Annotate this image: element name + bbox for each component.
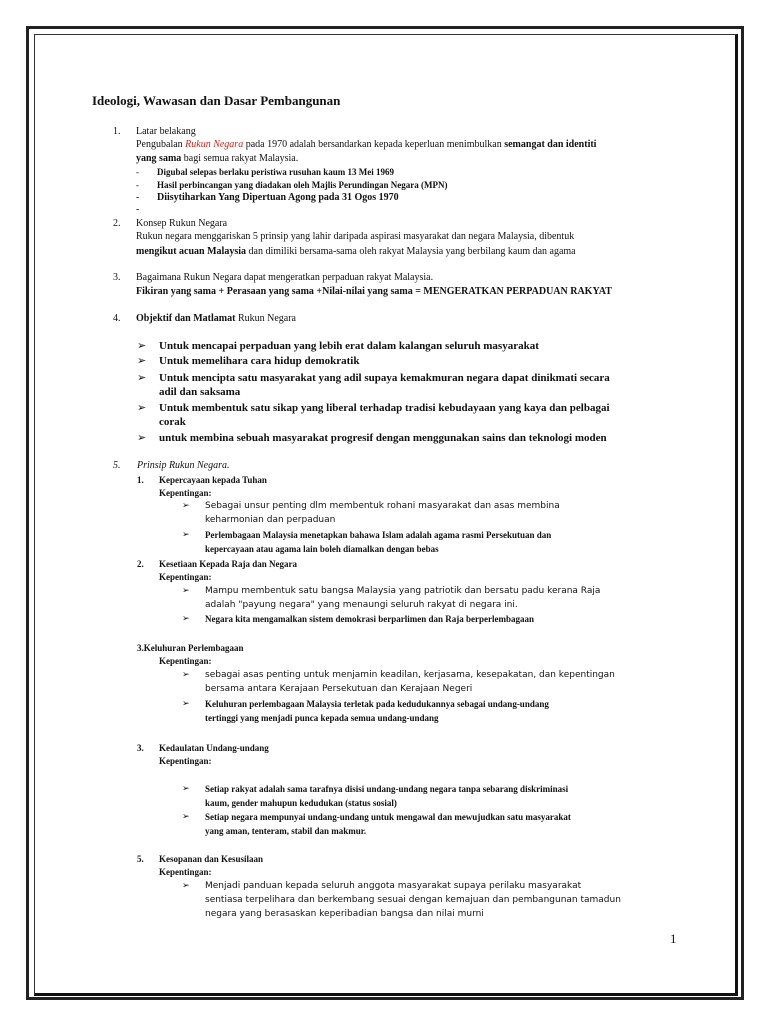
section-4-heading-bold: Objektif dan Matlamat <box>136 313 236 324</box>
dash-marker: - <box>136 192 140 203</box>
arrow-bullet-icon: ➢ <box>137 355 147 367</box>
section-1-bold: yang sama <box>136 153 182 164</box>
objective-item: untuk membina sebuah masyarakat progresif dengan menggunakan sains dan teknologi moden <box>159 432 607 444</box>
importance-item-continued: keharmonian dan perpaduan <box>205 515 336 525</box>
arrow-bullet-icon: ➢ <box>182 613 190 623</box>
section-4-heading <box>136 313 296 325</box>
section-1-number: 1. <box>113 126 121 137</box>
principle-3-title: 3.Keluhuran Perlembagaan <box>137 643 244 653</box>
importance-item-continued: kepercayaan atau agama lain boleh diamalkan dengan bebas <box>205 544 439 554</box>
importance-item-continued: tertinggi yang menjadi punca kepada semua undang-undang <box>205 713 439 723</box>
section-2-bold: mengikut acuan Malaysia <box>136 246 247 257</box>
importance-item: Setiap negara mempunyai undang-undang untuk mengawal dan mewujudkan satu masyarakat <box>205 812 571 822</box>
arrow-bullet-icon: ➢ <box>182 783 190 793</box>
principle-5-number: 5. <box>137 854 144 864</box>
arrow-bullet-icon: ➢ <box>182 811 190 821</box>
section-2-line2 <box>136 246 576 258</box>
importance-item: Setiap rakyat adalah sama tarafnya disisi undang-undang negara tanpa sebarang diskriminasi <box>205 784 569 794</box>
section-2-heading: Konsep Rukun Negara <box>136 218 228 229</box>
arrow-bullet-icon: ➢ <box>182 669 190 679</box>
section-2-line1: Rukun negara menggariskan 5 prinsip yang lahir daripada aspirasi masyarakat dan negara Malaysia, dibentuk <box>136 231 575 242</box>
kepentingan-label: Kepentingan: <box>159 488 212 498</box>
background-point: Hasil perbincangan yang diadakan oleh Majlis Perundingan Negara (MPN) <box>157 180 448 190</box>
objective-item-continued: corak <box>159 416 186 428</box>
importance-item: Sebagai unsur penting dlm membentuk rohani masyarakat dan asas membina <box>205 501 560 511</box>
section-1-heading: Latar belakang <box>136 126 196 137</box>
section-5-number: 5. <box>113 460 121 471</box>
arrow-bullet-icon: ➢ <box>182 529 190 539</box>
dash-marker: - <box>136 204 140 215</box>
section-3-formula: Fikiran yang sama + Perasaan yang sama +Nilai-nilai yang sama = MENGERATKAN PERPADUAN RAKYAT <box>136 286 612 297</box>
principle-4-number: 3. <box>137 743 144 753</box>
section-1-paragraph-line2 <box>136 153 298 165</box>
kepentingan-label: Kepentingan: <box>159 656 212 666</box>
principle-4-title: Kedaulatan Undang-undang <box>159 743 269 753</box>
arrow-bullet-icon: ➢ <box>137 340 147 352</box>
arrow-bullet-icon: ➢ <box>137 372 147 384</box>
importance-item-continued: bersama antara Kerajaan Persekutuan dan Kerajaan Negeri <box>205 684 473 694</box>
section-2-text: dan dimiliki bersama-sama oleh rakyat Malaysia yang berbilang kaum dan agama <box>246 246 576 257</box>
objective-item: Untuk memelihara cara hidup demokratik <box>159 355 360 367</box>
principle-5-title: Kesopanan dan Kesusilaan <box>159 854 264 864</box>
section-4-number: 4. <box>113 313 121 324</box>
arrow-bullet-icon: ➢ <box>137 432 147 444</box>
background-point: Digubal selepas berlaku peristiwa rusuhan kaum 13 Mei 1969 <box>157 167 395 177</box>
principle-1-number: 1. <box>137 475 144 485</box>
importance-item-continued: yang aman, tenteram, stabil dan makmur. <box>205 826 367 836</box>
page-number: 1 <box>670 931 677 946</box>
section-2-number: 2. <box>113 218 121 229</box>
section-3-number: 3. <box>113 272 121 283</box>
section-5-heading: Prinsip Rukun Negara. <box>137 460 230 471</box>
kepentingan-label: Kepentingan: <box>159 572 212 582</box>
dash-marker: - <box>136 180 139 190</box>
arrow-bullet-icon: ➢ <box>182 698 190 708</box>
section-1-text: pada 1970 adalah bersandarkan kepada keperluan menimbulkan <box>243 139 505 150</box>
section-4-heading-text: Rukun Negara <box>235 313 296 324</box>
objective-item: Untuk mencipta satu masyarakat yang adil supaya kemakmuran negara dapat dinikmati secara <box>159 372 610 384</box>
kepentingan-label: Kepentingan: <box>159 867 212 877</box>
background-point: Diisytiharkan Yang Dipertuan Agong pada 31 Ogos 1970 <box>157 192 399 203</box>
objective-item: Untuk membentuk satu sikap yang liberal terhadap tradisi kebudayaan yang kaya dan pelbagai <box>159 402 610 414</box>
section-1-text: bagi semua rakyat Malaysia. <box>181 153 299 164</box>
section-3-line1: Bagaimana Rukun Negara dapat mengeratkan perpaduan rakyat Malaysia. <box>136 272 434 283</box>
importance-item-continued: kaum, gender mahupun kedudukan (status sosial) <box>205 798 397 808</box>
arrow-bullet-icon: ➢ <box>137 402 147 414</box>
section-1-paragraph-line1 <box>136 139 596 151</box>
importance-item: Menjadi panduan kepada seluruh anggota masyarakat supaya perilaku masyarakat <box>205 881 582 891</box>
page-title: Ideologi, Wawasan dan Dasar Pembangunan <box>92 93 341 108</box>
importance-item: Negara kita mengamalkan sistem demokrasi berparlimen dan Raja berperlembagaan <box>205 614 534 624</box>
importance-item: Keluhuran perlembagaan Malaysia terletak pada kedudukannya sebagai undang-undang <box>205 699 549 709</box>
principle-2-number: 2. <box>137 559 144 569</box>
section-1-bold: semangat dan identiti <box>504 139 597 150</box>
principle-1-title: Kepercayaan kepada Tuhan <box>159 475 267 485</box>
importance-item-continued: adalah "payung negara" yang menaungi seluruh rakyat di negara ini. <box>205 600 518 610</box>
arrow-bullet-icon: ➢ <box>182 500 190 510</box>
dash-marker: - <box>136 167 139 177</box>
principle-2-title: Kesetiaan Kepada Raja dan Negara <box>159 559 297 569</box>
importance-item-continued: negara yang berasaskan keperibadian bangsa dan nilai murni <box>205 909 484 919</box>
arrow-bullet-icon: ➢ <box>182 585 190 595</box>
importance-item-continued: sentiasa terpelihara dan berkembang sesuai dengan kemajuan dan pembangunan tamadun <box>205 895 621 905</box>
arrow-bullet-icon: ➢ <box>182 880 190 890</box>
section-1-text: Pengubalan <box>136 139 186 150</box>
importance-item: Perlembagaan Malaysia menetapkan bahawa Islam adalah agama rasmi Persekutuan dan <box>205 530 552 540</box>
importance-item: sebagai asas penting untuk menjamin keadilan, kerjasama, kesepakatan, dan kepentingan <box>205 670 615 680</box>
kepentingan-label: Kepentingan: <box>159 756 212 766</box>
rukun-negara-highlight: Rukun Negara <box>185 139 244 150</box>
objective-item-continued: adil dan saksama <box>159 386 241 398</box>
importance-item: Mampu membentuk satu bangsa Malaysia yang patriotik dan bersatu padu kerana Raja <box>205 586 601 596</box>
objective-item: Untuk mencapai perpaduan yang lebih erat dalam kalangan seluruh masyarakat <box>159 340 539 352</box>
